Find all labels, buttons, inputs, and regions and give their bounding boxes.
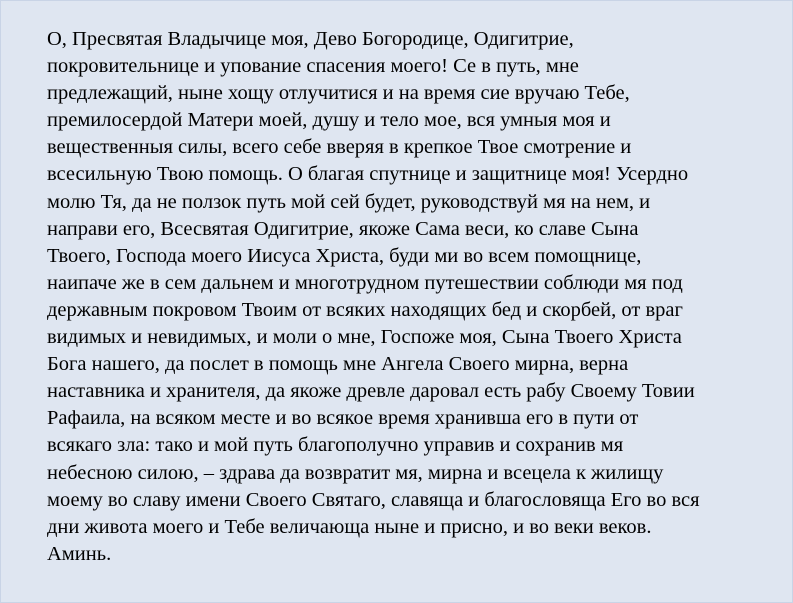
prayer-line: Аминь. [47, 542, 112, 565]
prayer-line: наипаче же в сем дальнем и многотрудном путешествии соблюди мя под [47, 271, 683, 294]
prayer-line: Рафаила, на всяком месте и во всякое время хранивша его в пути от [47, 407, 639, 430]
prayer-line: молю Тя, да не ползок путь мой сей будет, руководствуй мя на нем, и [47, 190, 651, 213]
prayer-line: дни живота моего и Тебе величающа ныне и присно, и во веки веков. [47, 515, 652, 538]
prayer-line: направи его, Всесвятая Одигитрие, якоже Сама веси, ко славе Сына [47, 217, 639, 240]
prayer-line: премилосердой Матери моей, душу и тело мое, вся умныя моя и [47, 109, 611, 132]
prayer-line: моему во славу имени Своего Святаго, славяща и благословяща Его во вся [47, 488, 700, 511]
prayer-line: предлежащий, ныне хощу отлучитися и на время сие вручаю Тебе, [47, 82, 630, 105]
prayer-text [47, 26, 777, 568]
prayer-line: видимых и невидимых, и моли о мне, Госпоже моя, Сына Твоего Христа [47, 326, 682, 349]
prayer-line: вещественныя силы, всего себе вверяя в крепкое Твое смотрение и [47, 136, 632, 159]
prayer-line: державным покровом Твоим от всяких находящих бед и скорбей, от враг [47, 298, 683, 321]
prayer-line: Твоего, Господа моего Иисуса Христа, буди ми во всем помощнице, [47, 244, 642, 267]
prayer-line: наставника и хранителя, да якоже древле даровал есть рабу Своему Товии [47, 380, 695, 403]
prayer-line: небесною силою, – здрава да возвратит мя, мирна и всецела к жилищу [47, 461, 664, 484]
prayer-line: Бога нашего, да послет в помощь мне Ангела Своего мирна, верна [47, 353, 629, 376]
prayer-line: всякаго зла: тако и мой путь благополучно управив и сохранив мя [47, 434, 624, 457]
prayer-line: всесильную Твою помощь. О благая спутнице и защитнице моя! Усердно [47, 163, 689, 186]
prayer-line: покровительнице и упование спасения моего! Се в путь, мне [47, 55, 579, 78]
prayer-line: О, Пресвятая Владычице моя, Дево Богородице, Одигитрие, [47, 28, 574, 50]
